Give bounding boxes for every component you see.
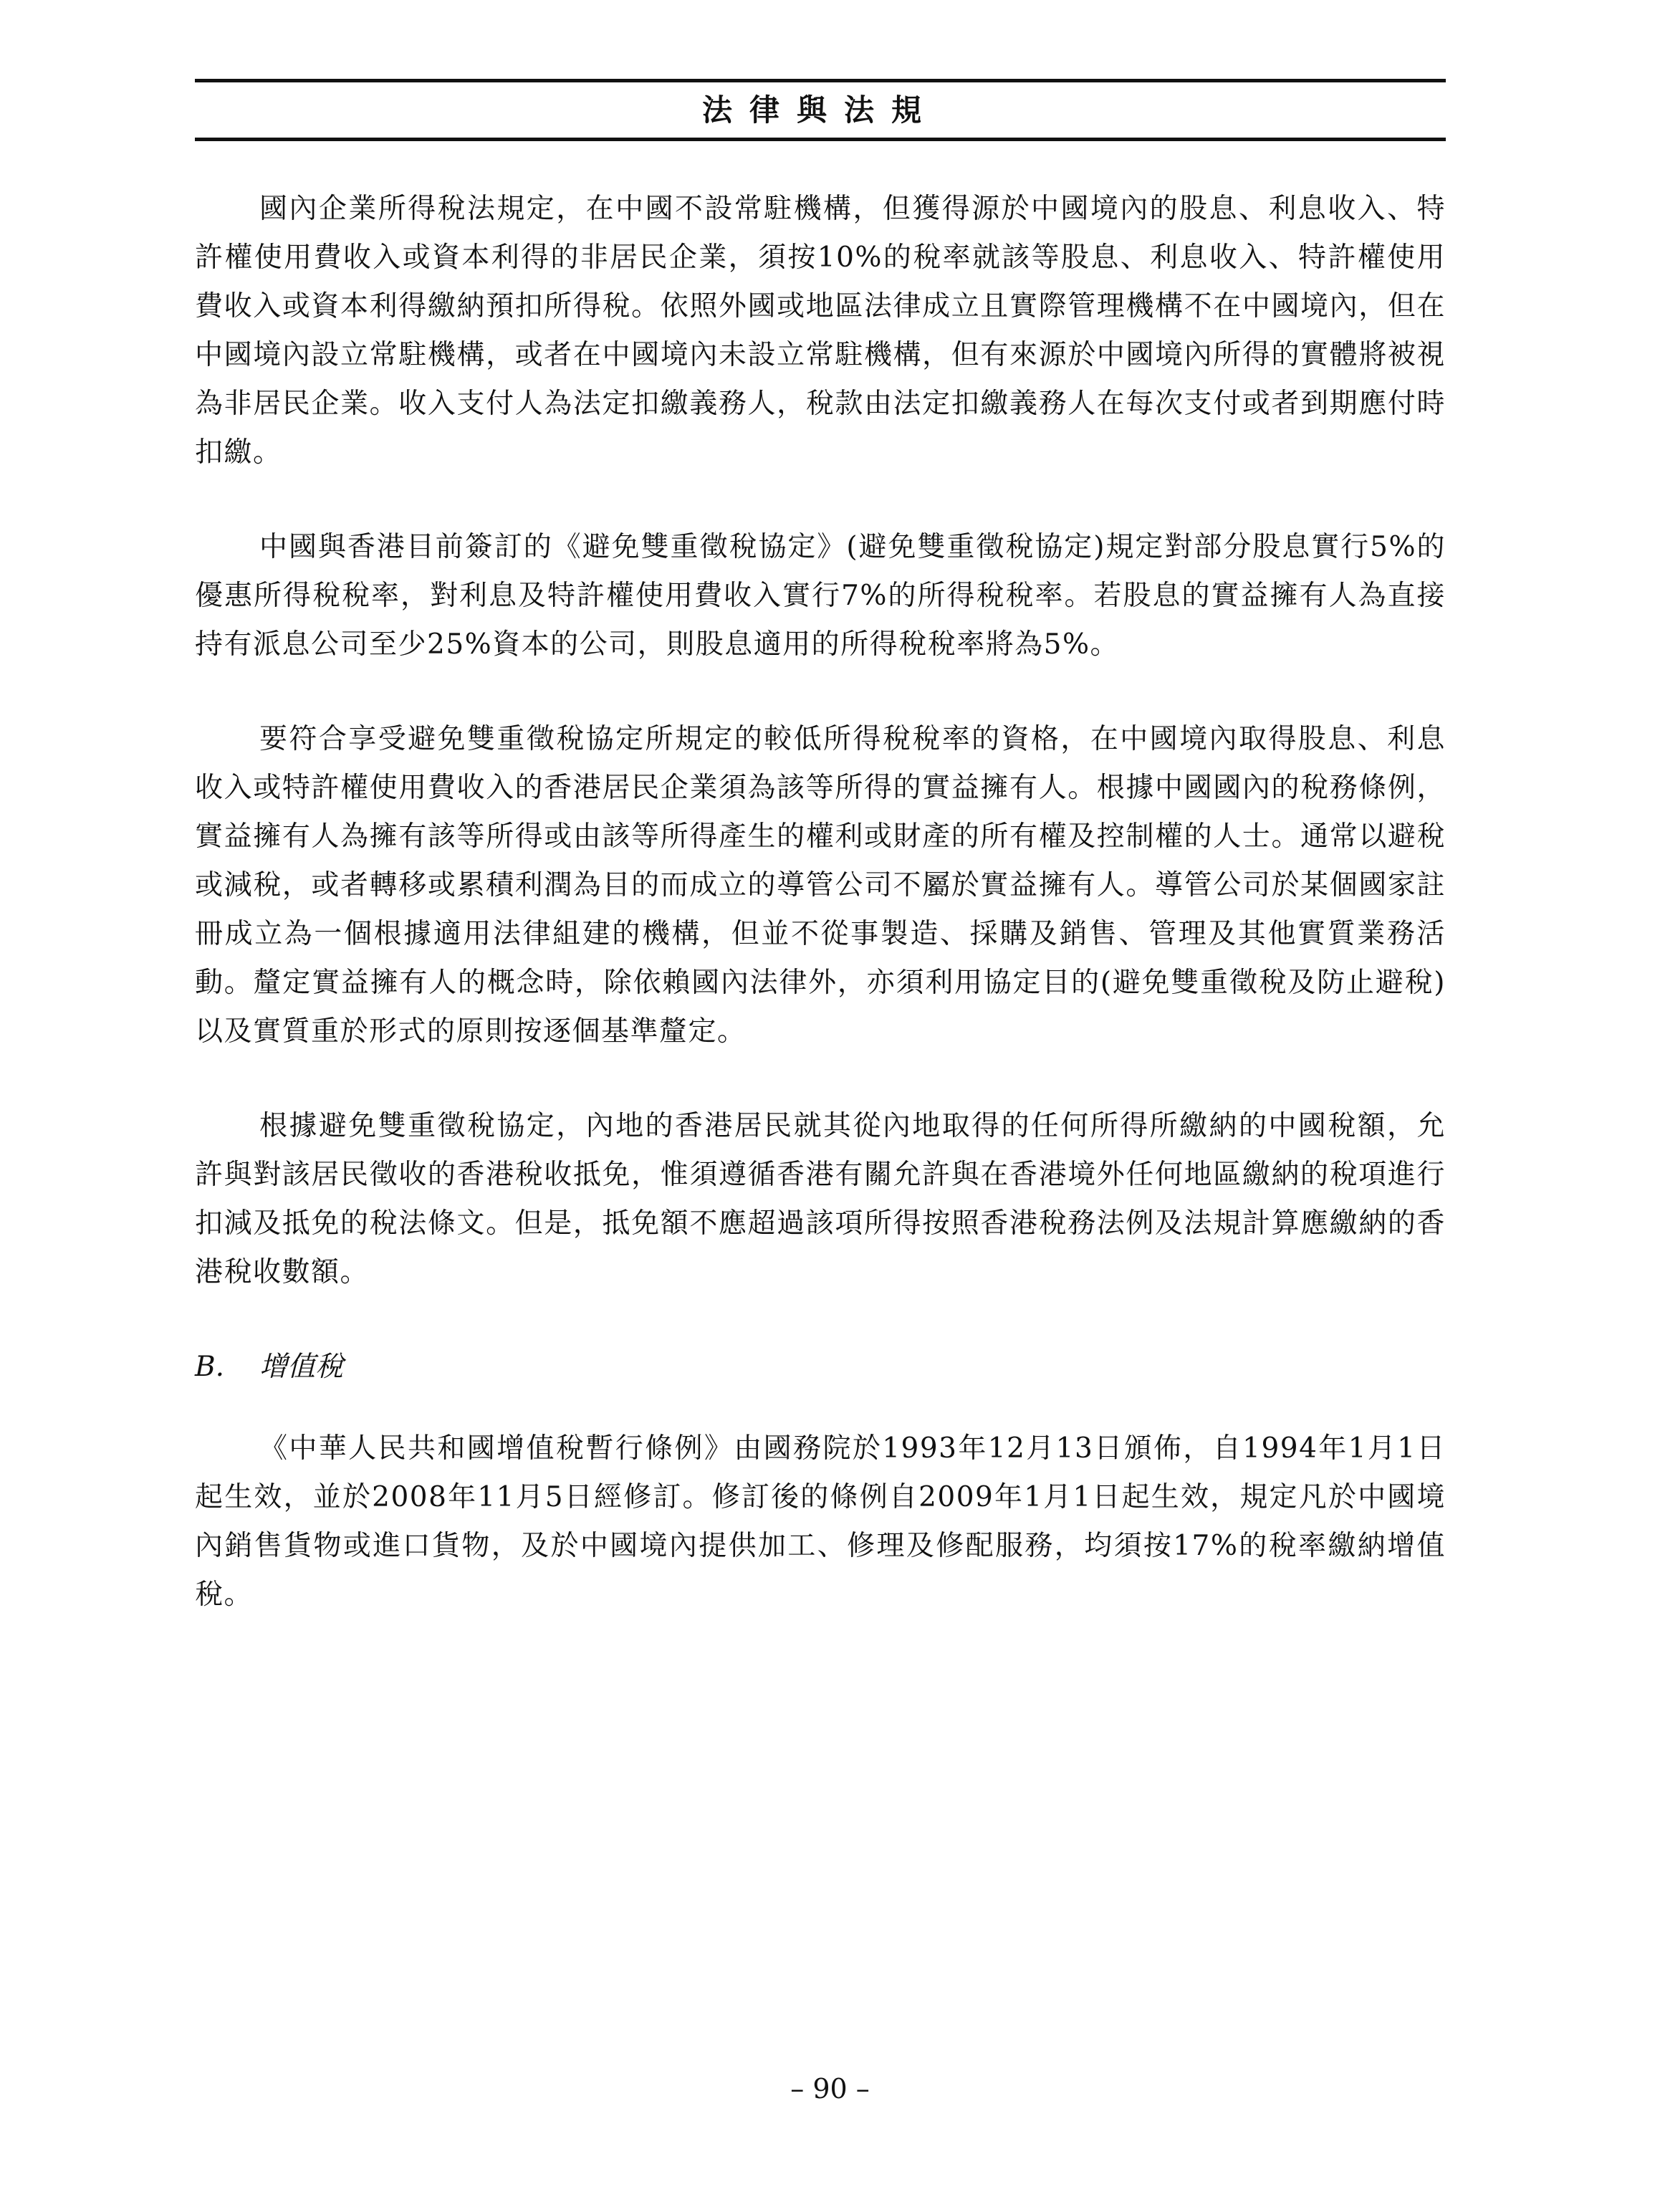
document-body bbox=[195, 185, 1446, 1665]
section-heading-b bbox=[195, 1343, 1446, 1392]
page-number: – 90 – bbox=[790, 2073, 870, 2105]
paragraph-withholding-tax: 國內企業所得稅法規定，在中國不設常駐機構，但獲得源於中國境內的股息、利息收入、特許權使用費收入或資本利得的非居民企業，須按10%的稅率就該等股息、利息收入、特許權使用費收入或資本利得繳納預扣所得稅。依照外國或地區法律成立且實際管理機構不在中國境內，但在中國境內設立常駐機構，或者在中國境內未設立常駐機構，但有來源於中國境內所得的實體將被視為非居民企業。收入支付人為法定扣繳義務人，稅款由法定扣繳義務人在每次支付或者到期應付時扣繳。 bbox=[195, 193, 1446, 469]
section-letter: B. bbox=[195, 1351, 225, 1383]
header-rule-top bbox=[195, 79, 1446, 82]
header-rule-bottom bbox=[195, 138, 1446, 141]
paragraph-vat: 《中華人民共和國增值稅暫行條例》由國務院於1993年12月13日頒佈，自1994年1月1日起生效，並於2008年11月5日經修訂。修訂後的條例自2009年1月1日起生效，規定凡於中國境內銷售貨物或進口貨物，及於中國境內提供加工、修理及修配服務，均須按17%的稅率繳納增值稅。 bbox=[195, 1432, 1446, 1611]
page-header-title: 法律與法規 bbox=[701, 92, 939, 128]
paragraph-tax-arrangement: 中國與香港目前簽訂的《避免雙重徵稅協定》(避免雙重徵稅協定)規定對部分股息實行5%的優惠所得稅稅率，對利息及特許權使用費收入實行7%的所得稅稅率。若股息的實益擁有人為直接持有派息公司至少25%資本的公司，則股息適用的所得稅稅率將為5%。 bbox=[195, 531, 1446, 661]
section-title: 增值稅 bbox=[259, 1351, 344, 1383]
paragraph-beneficial-owner: 要符合享受避免雙重徵稅協定所規定的較低所得稅稅率的資格，在中國境內取得股息、利息收入或特許權使用費收入的香港居民企業須為該等所得的實益擁有人。根據中國國內的稅務條例，實益擁有人為擁有該等所得或由該等所得產生的權利或財產的所有權及控制權的人士。通常以避稅或減稅，或者轉移或累積利潤為目的而成立的導管公司不屬於實益擁有人。導管公司於某個國家註冊成立為一個根據適用法律組建的機構，但並不從事製造、採購及銷售、管理及其他實質業務活動。釐定實益擁有人的概念時，除依賴國內法律外，亦須利用協定目的(避免雙重徵稅及防止避稅)以及實質重於形式的原則按逐個基準釐定。 bbox=[195, 723, 1446, 1048]
paragraph-tax-credit: 根據避免雙重徵稅協定，內地的香港居民就其從內地取得的任何所得所繳納的中國稅額，允許與對該居民徵收的香港稅收抵免，惟須遵循香港有關允許與在香港境外任何地區繳納的稅項進行扣減及抵免的稅法條文。但是，抵免額不應超過該項所得按照香港稅務法例及法規計算應繳納的香港稅收數額。 bbox=[195, 1110, 1446, 1288]
